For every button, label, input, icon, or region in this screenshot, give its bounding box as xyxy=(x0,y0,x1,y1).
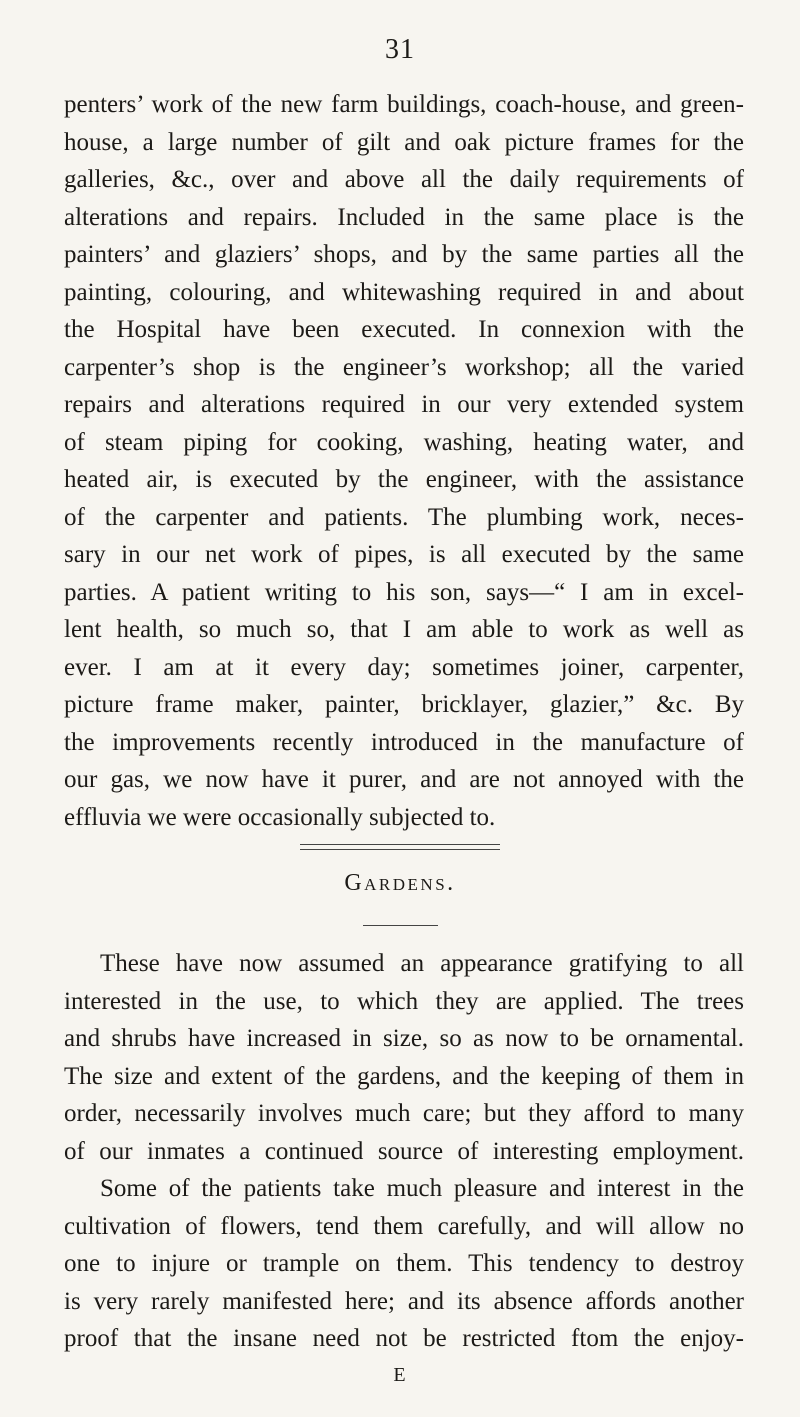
text-line: the Hospital have been executed. In connexion with the xyxy=(64,316,744,343)
text-line: of steam piping for cooking, washing, heating water, and xyxy=(64,428,744,456)
text-line: carpenter’s shop is the engineer’s workshop; all the varied xyxy=(64,353,744,381)
text-line: parties. A patient writing to his son, says—“ I am in excel- xyxy=(64,578,744,606)
text-line: the improvements recently introduced in the manufacture of xyxy=(64,728,744,756)
text-line: picture frame maker, painter, bricklayer, glazier,” &c. By xyxy=(64,691,744,718)
text-line: of our inmates a continued source of interesting employment. xyxy=(64,1137,744,1165)
text-line: The size and extent of the gardens, and the keeping of them in xyxy=(64,1062,744,1090)
text-line: galleries, &c., over and above all the daily requirements of xyxy=(64,166,744,193)
text-line: house, a large number of gilt and oak picture frames for the xyxy=(64,128,744,156)
text-line: penters’ work of the new farm buildings, coach-house, and green- xyxy=(64,91,744,118)
paragraph-workshops xyxy=(64,86,744,836)
section-divider-double xyxy=(300,844,500,850)
text-line: proof that the insane need not be restricted ftom the enjoy- xyxy=(64,1325,744,1352)
section-heading: Gardens. xyxy=(344,870,456,896)
text-line: painting, colouring, and whitewashing required in and about xyxy=(64,278,744,306)
text-line: repairs and alterations required in our very extended system xyxy=(64,391,744,418)
signature-mark: E xyxy=(393,1364,407,1386)
section-divider-single xyxy=(363,925,438,926)
text-line: heated air, is executed by the engineer, with the assistance xyxy=(64,466,744,493)
text-line: and shrubs have increased in size, so as now to be ornamental. xyxy=(64,1025,744,1052)
text-line: sary in our net work of pipes, is all executed by the same xyxy=(64,541,744,568)
text-line: effluvia we were occasionally subjected to. xyxy=(64,803,496,831)
text-line: painters’ and glaziers’ shops, and by the same parties all the xyxy=(64,241,744,268)
text-line: lent health, so much so, that I am able to work as well as xyxy=(64,616,744,643)
text-line: interested in the use, to which they are applied. The trees xyxy=(64,987,744,1015)
text-line: of the carpenter and patients. The plumbing work, neces- xyxy=(64,503,744,531)
text-line: one to injure or trample on them. This tendency to destroy xyxy=(64,1250,744,1277)
text-line: alterations and repairs. Included in the same place is the xyxy=(64,203,744,231)
text-line: order, necessarily involves much care; but they afford to many xyxy=(64,1100,744,1127)
text-line: These have now assumed an appearance gratifying to all xyxy=(100,950,744,977)
text-line: ever. I am at it every day; sometimes joiner, carpenter, xyxy=(64,653,744,681)
page-number: 31 xyxy=(385,34,415,65)
paragraph-gardens xyxy=(64,945,744,1358)
text-line: is very rarely manifested here; and its absence affords another xyxy=(64,1287,744,1315)
text-line: Some of the patients take much pleasure and interest in the xyxy=(100,1175,744,1202)
text-line: our gas, we now have it purer, and are not annoyed with the xyxy=(64,766,744,793)
text-line: cultivation of flowers, tend them carefully, and will allow no xyxy=(64,1212,744,1240)
